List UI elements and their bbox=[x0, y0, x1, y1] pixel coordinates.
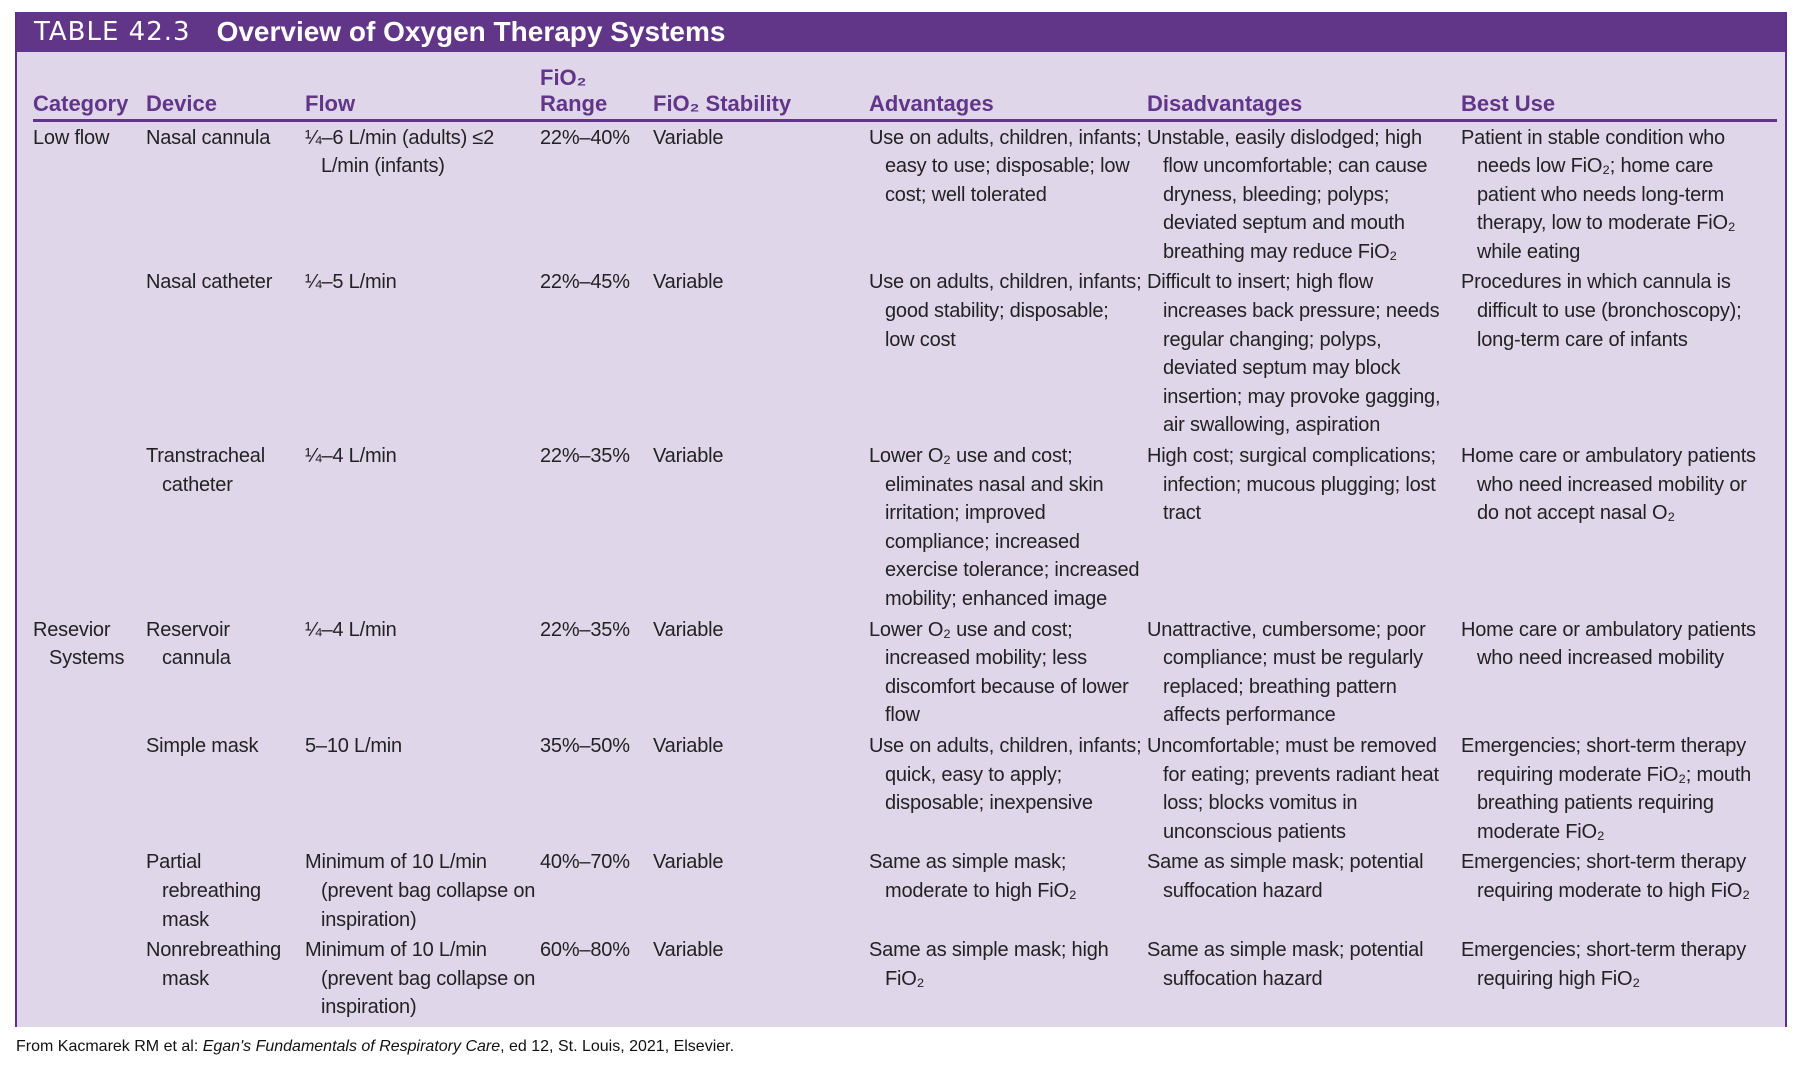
cell-device bbox=[146, 614, 305, 730]
cell-disadvantages bbox=[1147, 440, 1461, 614]
cell-best-use bbox=[1461, 120, 1777, 266]
cell-advantages-text: Use on adults, children, infants; quick, easy to apply; disposable; inexpensive bbox=[869, 734, 1142, 815]
header-fio2-stability: FiO₂ Stability bbox=[653, 60, 869, 120]
cell-fio2-range bbox=[540, 934, 653, 1022]
cell-fio2-range bbox=[540, 730, 653, 846]
header-fio2-range: FiO₂ Range bbox=[540, 60, 653, 120]
cell-disadvantages bbox=[1147, 120, 1461, 266]
cell-disadvantages bbox=[1147, 730, 1461, 846]
cell-disadvantages bbox=[1147, 266, 1461, 440]
cell-category bbox=[33, 120, 146, 266]
table-row bbox=[33, 440, 1777, 614]
cell-advantages bbox=[869, 266, 1147, 440]
table-row bbox=[33, 120, 1777, 266]
cell-disadvantages bbox=[1147, 614, 1461, 730]
cell-fio2-range bbox=[540, 846, 653, 934]
cell-best-use-text: Emergencies; short-term therapy requiring high FiO₂ bbox=[1461, 939, 1747, 990]
cell-fio2-stability bbox=[653, 440, 869, 614]
table-row bbox=[33, 730, 1777, 846]
cell-disadvantages-text: Uncomfortable; must be removed for eating; prevents radiant heat loss; blocks vomitus in unconscious patients bbox=[1147, 734, 1439, 843]
cell-best-use bbox=[1461, 440, 1777, 614]
cell-advantages bbox=[869, 120, 1147, 266]
cell-advantages-text: Use on adults, children, infants; good stability; disposable; low cost bbox=[869, 271, 1142, 351]
table-header-row bbox=[33, 60, 1777, 120]
cell-device bbox=[146, 440, 305, 614]
cell-category-text: Low flow bbox=[33, 126, 110, 149]
table-body bbox=[33, 120, 1777, 1022]
header-flow: Flow bbox=[305, 60, 540, 120]
cell-disadvantages bbox=[1147, 846, 1461, 934]
cell-device bbox=[146, 934, 305, 1022]
cell-device-text: Reservoir cannula bbox=[146, 618, 231, 670]
cell-advantages bbox=[869, 440, 1147, 614]
table-row bbox=[33, 846, 1777, 934]
cell-advantages-text: Same as simple mask; moderate to high FiO₂ bbox=[869, 851, 1077, 902]
cell-best-use-text: Procedures in which cannula is difficult to use (bronchoscopy); long-term care of infants bbox=[1461, 271, 1742, 351]
cell-best-use bbox=[1461, 266, 1777, 440]
cell-best-use bbox=[1461, 730, 1777, 846]
cell-category bbox=[33, 846, 146, 934]
citation-suffix: , ed 12, St. Louis, 2021, Elsevier. bbox=[500, 1038, 735, 1055]
cell-flow-text: Minimum of 10 L/min (prevent bag collapse on inspiration) bbox=[305, 851, 536, 931]
cell-fio2-range-text: 40%–70% bbox=[540, 851, 630, 874]
cell-fio2-range bbox=[540, 614, 653, 730]
table-row bbox=[33, 614, 1777, 730]
cell-best-use-text: Home care or ambulatory patients who need increased mobility or do not accept nasal O₂ bbox=[1461, 445, 1756, 525]
cell-category bbox=[33, 730, 146, 846]
table-title: Overview of Oxygen Therapy Systems bbox=[216, 16, 726, 47]
cell-fio2-stability bbox=[653, 934, 869, 1022]
cell-best-use-text: Emergencies; short-term therapy requiring moderate to high FiO₂ bbox=[1461, 851, 1750, 902]
cell-best-use-text: Home care or ambulatory patients who need increased mobility bbox=[1461, 618, 1756, 670]
cell-flow-text: ¼–6 L/min (adults) ≤2 L/min (infants) bbox=[305, 126, 495, 178]
cell-advantages-text: Use on adults, children, infants; easy to use; disposable; low cost; well tolerated bbox=[869, 126, 1142, 206]
cell-flow bbox=[305, 730, 540, 846]
cell-advantages-text: Lower O₂ use and cost; increased mobility; less discomfort because of lower flow bbox=[869, 618, 1129, 727]
oxygen-therapy-table-panel bbox=[15, 12, 1787, 1027]
cell-best-use bbox=[1461, 846, 1777, 934]
cell-flow bbox=[305, 120, 540, 266]
cell-best-use bbox=[1461, 934, 1777, 1022]
cell-best-use bbox=[1461, 614, 1777, 730]
cell-advantages bbox=[869, 934, 1147, 1022]
cell-flow-text: ¼–4 L/min bbox=[305, 618, 397, 641]
cell-flow bbox=[305, 614, 540, 730]
cell-flow bbox=[305, 934, 540, 1022]
cell-flow-text: ¼–4 L/min bbox=[305, 445, 397, 468]
cell-fio2-range-text: 22%–35% bbox=[540, 445, 630, 468]
table-number: TABLE 42.3 bbox=[34, 17, 191, 47]
cell-fio2-range bbox=[540, 440, 653, 614]
cell-best-use-text: Patient in stable condition who needs low FiO₂; home care patient who needs long-term therapy, low to moderate FiO₂ while eating bbox=[1461, 126, 1736, 263]
cell-flow-text: 5–10 L/min bbox=[305, 734, 402, 757]
citation-prefix: From Kacmarek RM et al: bbox=[16, 1038, 203, 1055]
cell-fio2-stability-text: Variable bbox=[653, 851, 724, 874]
cell-fio2-stability bbox=[653, 120, 869, 266]
cell-device-text: Nonrebreathing mask bbox=[146, 939, 282, 990]
cell-fio2-stability bbox=[653, 730, 869, 846]
cell-fio2-stability bbox=[653, 846, 869, 934]
cell-category bbox=[33, 440, 146, 614]
header-disadvantages: Disadvantages bbox=[1147, 60, 1461, 120]
header-best-use: Best Use bbox=[1461, 60, 1777, 120]
cell-disadvantages-text: Same as simple mask; potential suffocation hazard bbox=[1147, 939, 1424, 990]
cell-device bbox=[146, 266, 305, 440]
cell-fio2-stability-text: Variable bbox=[653, 939, 724, 962]
cell-flow-text: ¼–5 L/min bbox=[305, 271, 397, 294]
cell-device-text: Nasal catheter bbox=[146, 271, 273, 294]
source-citation bbox=[16, 1038, 734, 1056]
cell-advantages bbox=[869, 846, 1147, 934]
header-device: Device bbox=[146, 60, 305, 120]
cell-best-use-text: Emergencies; short-term therapy requiring moderate FiO₂; mouth breathing patients requiring moderate FiO₂ bbox=[1461, 734, 1752, 843]
cell-flow bbox=[305, 846, 540, 934]
cell-fio2-range-text: 60%–80% bbox=[540, 939, 630, 962]
cell-category bbox=[33, 266, 146, 440]
cell-device-text: Transtracheal catheter bbox=[146, 445, 265, 496]
cell-device bbox=[146, 730, 305, 846]
cell-flow bbox=[305, 266, 540, 440]
cell-category bbox=[33, 934, 146, 1022]
cell-fio2-stability-text: Variable bbox=[653, 271, 724, 294]
cell-device-text: Simple mask bbox=[146, 734, 259, 757]
header-category: Category bbox=[33, 60, 146, 120]
cell-disadvantages-text: High cost; surgical complications; infection; mucous plugging; lost tract bbox=[1147, 445, 1436, 525]
cell-disadvantages-text: Difficult to insert; high flow increases back pressure; needs regular changing; polyps, deviated septum may block insertion; may provoke gagging, air swallowing, aspiration bbox=[1147, 271, 1441, 437]
cell-disadvantages-text: Same as simple mask; potential suffocation hazard bbox=[1147, 851, 1424, 902]
table-title-bar bbox=[17, 12, 1785, 52]
cell-fio2-range-text: 22%–40% bbox=[540, 126, 630, 149]
cell-fio2-range bbox=[540, 266, 653, 440]
cell-fio2-stability-text: Variable bbox=[653, 618, 724, 641]
cell-flow bbox=[305, 440, 540, 614]
cell-fio2-range-text: 22%–35% bbox=[540, 618, 630, 641]
cell-advantages-text: Same as simple mask; high FiO₂ bbox=[869, 939, 1109, 990]
cell-fio2-range-text: 35%–50% bbox=[540, 734, 630, 757]
cell-flow-text: Minimum of 10 L/min (prevent bag collapse on inspiration) bbox=[305, 939, 536, 1019]
cell-fio2-stability-text: Variable bbox=[653, 445, 724, 468]
cell-advantages-text: Lower O₂ use and cost; eliminates nasal and skin irritation; improved compliance; increased exercise tolerance; increased mobility; enhanced image bbox=[869, 445, 1140, 610]
cell-fio2-stability-text: Variable bbox=[653, 734, 724, 757]
table-row bbox=[33, 934, 1777, 1022]
cell-device bbox=[146, 846, 305, 934]
cell-category bbox=[33, 614, 146, 730]
cell-disadvantages-text: Unattractive, cumbersome; poor compliance; must be regularly replaced; breathing pattern affects performance bbox=[1147, 618, 1426, 727]
cell-advantages bbox=[869, 730, 1147, 846]
table-row bbox=[33, 266, 1777, 440]
cell-device bbox=[146, 120, 305, 266]
cell-fio2-range-text: 22%–45% bbox=[540, 271, 630, 294]
cell-fio2-stability-text: Variable bbox=[653, 126, 724, 149]
citation-source-title: Egan's Fundamentals of Respiratory Care bbox=[202, 1038, 501, 1055]
cell-disadvantages-text: Unstable, easily dislodged; high flow uncomfortable; can cause dryness, bleeding; polyps; deviated septum and mouth breathing may reduce FiO₂ bbox=[1147, 126, 1428, 263]
cell-device-text: Partial rebreathing mask bbox=[146, 851, 261, 931]
cell-fio2-stability bbox=[653, 614, 869, 730]
cell-fio2-stability bbox=[653, 266, 869, 440]
cell-device-text: Nasal cannula bbox=[146, 126, 271, 149]
cell-category-text: Resevior Systems bbox=[33, 618, 125, 670]
cell-disadvantages bbox=[1147, 934, 1461, 1022]
cell-advantages bbox=[869, 614, 1147, 730]
cell-fio2-range bbox=[540, 120, 653, 266]
header-advantages: Advantages bbox=[869, 60, 1147, 120]
oxygen-therapy-table bbox=[33, 60, 1777, 1022]
